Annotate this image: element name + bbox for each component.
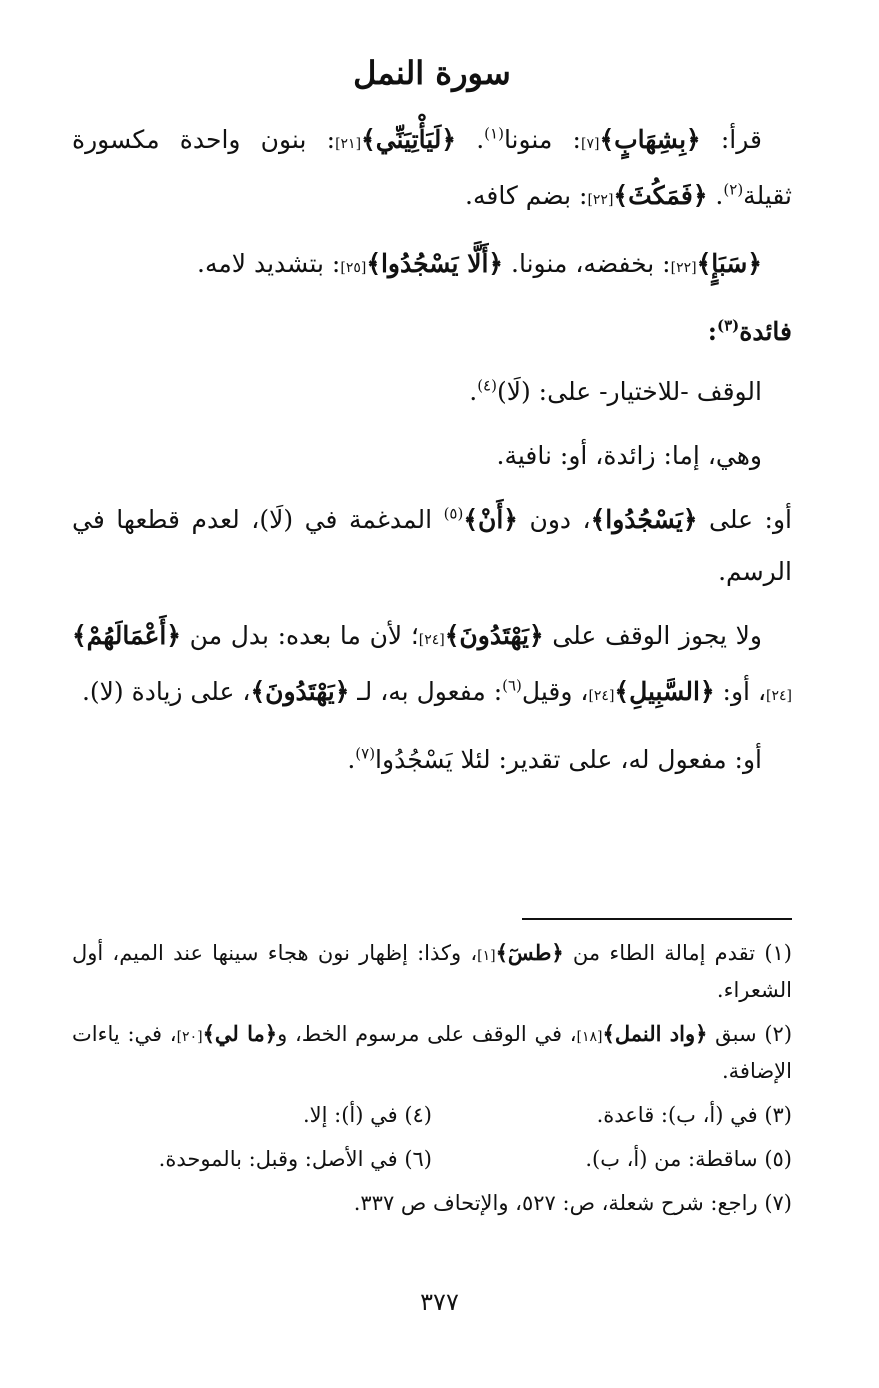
paragraph-waqf <box>72 366 792 418</box>
footnote-6: (٦) في الأصل: وقبل: بالموحدة. <box>158 1147 432 1171</box>
quran-word: ﴿أَعْمَالَهُمْ﴾ <box>72 621 182 650</box>
quran-word: ﴿واد النمل﴾ <box>602 1021 708 1046</box>
text: : مفعول به، لـ <box>349 677 503 706</box>
verse-ref: [٢٠] <box>176 1029 203 1045</box>
quran-word: ﴿سَبَإٍ﴾ <box>696 249 762 278</box>
paragraph-readings-1 <box>72 114 792 226</box>
verse-ref: [٢٢] <box>587 192 614 208</box>
footnote-marker: (٤) <box>477 376 497 395</box>
text: . <box>469 377 478 406</box>
footnote-3: (٣) في (أ، ب): قاعدة. <box>596 1103 792 1127</box>
quran-word: ﴿فَمَكُثَ﴾ <box>613 181 708 210</box>
footnote-marker: (٦) <box>502 676 522 695</box>
text: : <box>707 317 717 346</box>
footnote-1 <box>72 936 792 1007</box>
text: ، وكذا: إظهار نون هجاء سينها عند الميم، أول الشعراء. <box>72 941 792 1002</box>
heading-label: فائدة <box>739 317 792 346</box>
verse-ref: [١] <box>477 948 496 964</box>
text: ، دون <box>517 505 591 534</box>
surah-title: سورة النمل <box>353 54 511 92</box>
text: (٢) سبق <box>707 1022 793 1046</box>
footnote-marker: (٣) <box>716 316 740 335</box>
text: الوقف -للاختيار- على: (لَا) <box>496 377 762 406</box>
verse-ref: [٢٤] <box>588 688 615 704</box>
faida-heading <box>72 306 792 358</box>
paragraph-maful-lah <box>72 734 792 786</box>
page <box>72 48 792 1348</box>
footnote-7: (٧) راجع: شرح شعلة، ص: ٥٢٧، والإتحاف ص ٣٣٧. <box>353 1191 792 1215</box>
text: ، في: ياءات الإضافة. <box>72 1022 792 1083</box>
paragraph-alternative <box>72 494 792 598</box>
text: قرأ: <box>700 125 762 154</box>
quran-word: ﴿أَلَّا يَسْجُدُوا﴾ <box>366 249 504 278</box>
quran-word: ﴿يَسْجُدُوا﴾ <box>590 505 698 534</box>
text: : بتشديد لامه. <box>197 249 341 278</box>
footnote-2 <box>72 1017 792 1088</box>
text: ولا يجوز الوقف على <box>543 621 762 650</box>
paragraph-readings-2 <box>72 238 792 294</box>
text: وهي، إما: زائدة، أو: نافية. <box>496 441 762 470</box>
text: أو: على <box>697 505 793 534</box>
paragraph-types <box>72 430 792 482</box>
quran-word: ﴿بِشِهَابٍ﴾ <box>599 125 701 154</box>
paragraph-no-stop <box>72 610 792 722</box>
text: ؛ لأن ما بعده: بدل من <box>181 621 419 650</box>
text: ، في الوقف على مرسوم الخط، و <box>277 1022 577 1046</box>
text: . <box>347 745 356 774</box>
quran-word: ﴿السَّبِيلِ﴾ <box>614 677 715 706</box>
quran-word: ﴿يَهْتَدُونَ﴾ <box>250 677 350 706</box>
verse-ref: [٢١] <box>335 136 362 152</box>
verse-ref: [٢٤] <box>766 688 792 704</box>
footnote-5: (٥) ساقطة: من (أ، ب). <box>585 1147 792 1171</box>
verse-ref: [٢٥] <box>340 260 367 276</box>
footnote-separator <box>522 918 792 920</box>
text: . <box>456 125 485 154</box>
verse-ref: [٧] <box>580 136 600 152</box>
text: ، على زيادة (لا). <box>81 677 251 706</box>
footnote-row-3-4 <box>72 1098 792 1132</box>
text: : منونا <box>503 125 581 154</box>
page-number: ٣٧٧ <box>420 1288 459 1316</box>
verse-ref: [٢٤] <box>418 632 445 648</box>
quran-word: ﴿لَيَأْتِيَنِّي﴾ <box>361 125 457 154</box>
text: ، أو: <box>714 677 767 706</box>
text: (١) تقدم إمالة الطاء من <box>563 941 792 965</box>
footnote-marker: (٧) <box>355 744 376 763</box>
quran-word: ﴿ما لي﴾ <box>202 1021 278 1046</box>
text: ، وقيل <box>521 677 589 706</box>
footnote-4: (٤) في (أ): إلا. <box>302 1103 432 1127</box>
verse-ref: [١٨] <box>576 1029 603 1045</box>
text: أو: مفعول له، على تقدير: لئلا يَسْجُدُوا <box>375 745 762 774</box>
text: : بخفضه، منونا. <box>503 249 671 278</box>
text: . <box>707 181 724 210</box>
text: المدغمة في (لَا)، لعدم قطعها في الرسم. <box>72 505 792 586</box>
footnote-marker: (٢) <box>723 180 744 199</box>
footnote-marker: (٥) <box>443 504 464 523</box>
verse-ref: [٢٢] <box>670 260 697 276</box>
text: : بنون واحدة مكسورة ثقيلة <box>72 125 792 210</box>
footnote-row-5-6 <box>72 1142 792 1176</box>
quran-word: ﴿يَهْتَدُونَ﴾ <box>444 621 544 650</box>
quran-word: ﴿طسٓ﴾ <box>495 940 564 965</box>
quran-word: ﴿أَنْ﴾ <box>463 505 518 534</box>
text: : بضم كافه. <box>465 181 588 210</box>
footnotes <box>72 936 792 1230</box>
footnote-marker: (١) <box>484 124 504 143</box>
